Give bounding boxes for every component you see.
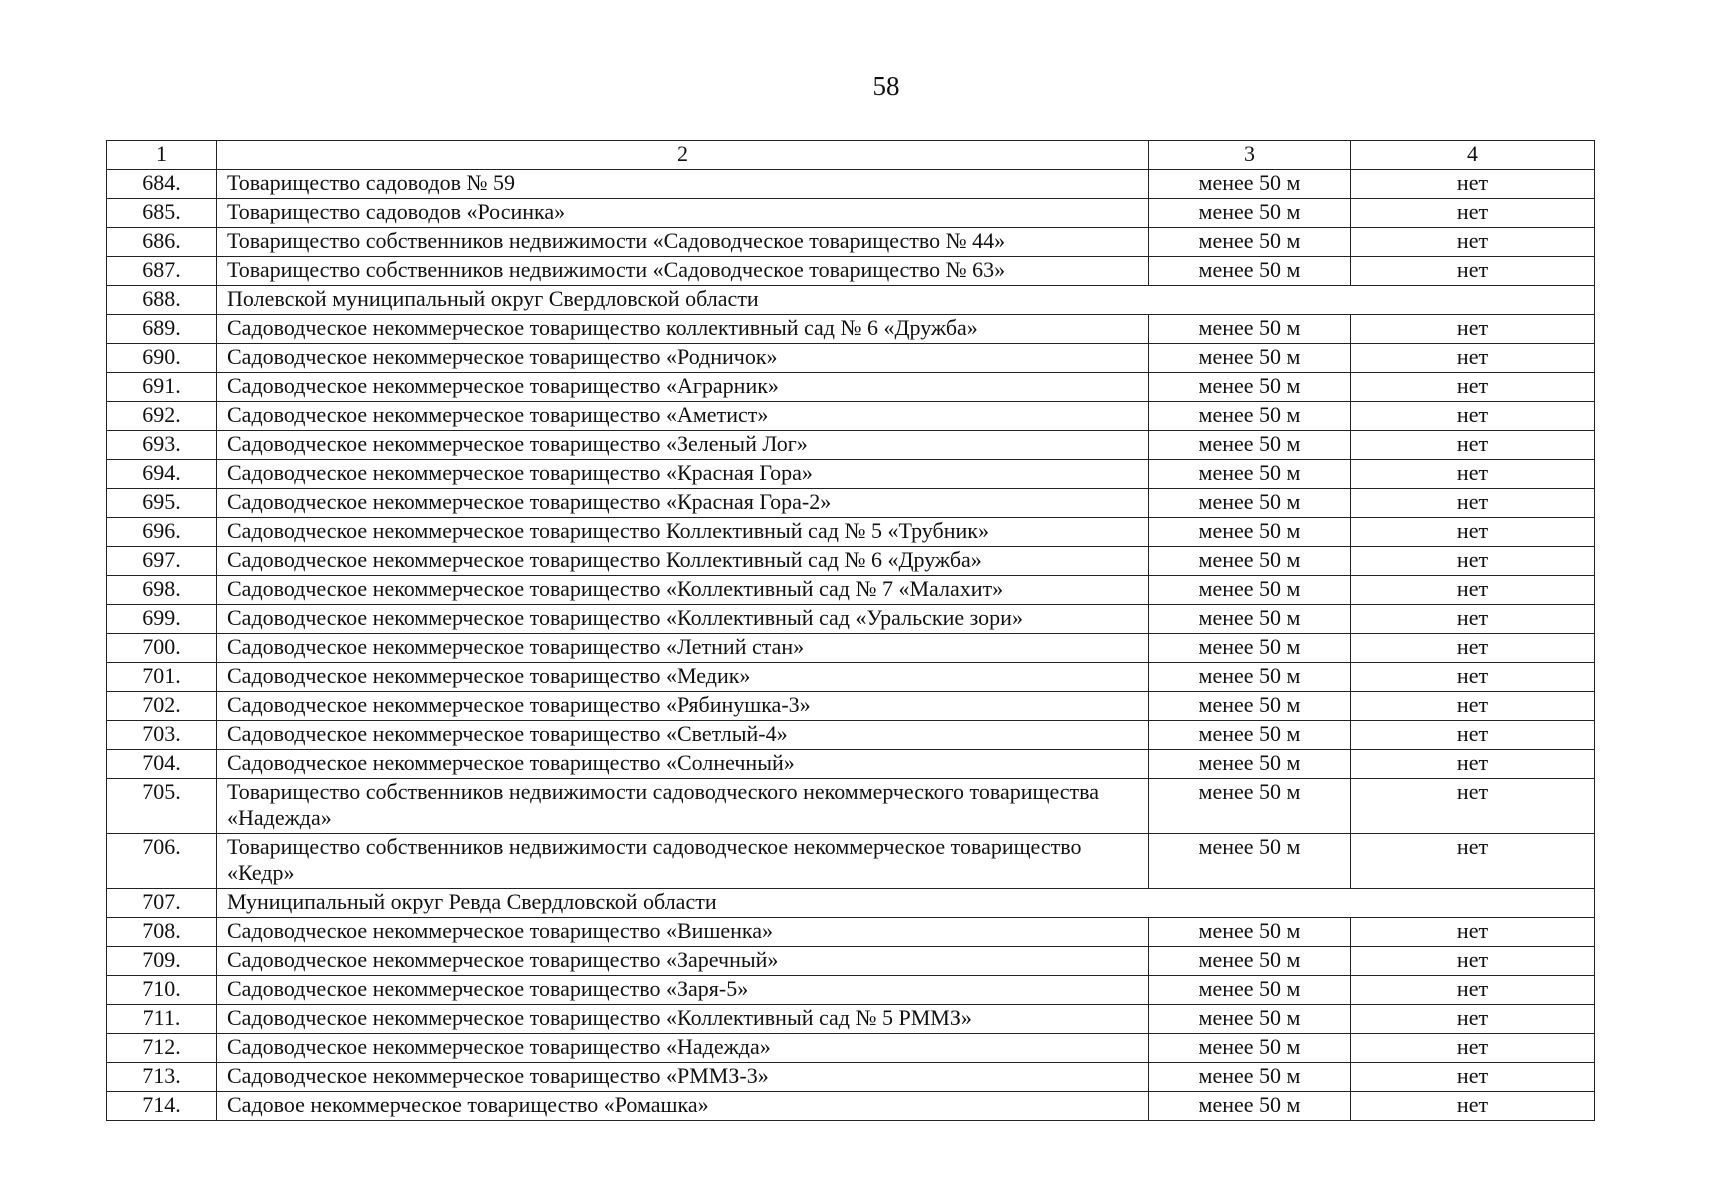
flag-cell: нет — [1351, 576, 1595, 605]
distance-cell: менее 50 м — [1149, 1092, 1351, 1121]
distance-cell: менее 50 м — [1149, 489, 1351, 518]
flag-cell: нет — [1351, 918, 1595, 947]
flag-cell: нет — [1351, 976, 1595, 1005]
row-number: 711. — [107, 1005, 217, 1034]
table-row — [107, 692, 1595, 721]
table-row — [107, 834, 1595, 889]
flag-cell: нет — [1351, 402, 1595, 431]
table-row — [107, 228, 1595, 257]
row-number: 694. — [107, 460, 217, 489]
organization-name: Садоводческое некоммерческое товарищество «Зеленый Лог» — [217, 431, 1149, 460]
table-row — [107, 257, 1595, 286]
row-number: 707. — [107, 889, 217, 918]
row-number: 699. — [107, 605, 217, 634]
region-name: Муниципальный округ Ревда Свердловской области — [217, 889, 1595, 918]
distance-cell: менее 50 м — [1149, 257, 1351, 286]
organization-name: Садоводческое некоммерческое товарищество «Светлый-4» — [217, 721, 1149, 750]
flag-cell: нет — [1351, 1092, 1595, 1121]
distance-cell: менее 50 м — [1149, 518, 1351, 547]
flag-cell: нет — [1351, 489, 1595, 518]
distance-cell: менее 50 м — [1149, 918, 1351, 947]
organization-name: Садоводческое некоммерческое товарищество «Коллективный сад «Уральские зори» — [217, 605, 1149, 634]
row-number: 714. — [107, 1092, 217, 1121]
organization-name: Товарищество собственников недвижимости «Садоводческое товарищество № 63» — [217, 257, 1149, 286]
table-row — [107, 1034, 1595, 1063]
flag-cell: нет — [1351, 750, 1595, 779]
distance-cell: менее 50 м — [1149, 1005, 1351, 1034]
header-col-1: 1 — [107, 141, 217, 170]
organization-name: Садоводческое некоммерческое товарищество «Аметист» — [217, 402, 1149, 431]
distance-cell: менее 50 м — [1149, 947, 1351, 976]
header-col-2: 2 — [217, 141, 1149, 170]
row-number: 710. — [107, 976, 217, 1005]
table-row — [107, 976, 1595, 1005]
organization-name: Садоводческое некоммерческое товарищество «РММЗ-3» — [217, 1063, 1149, 1092]
flag-cell: нет — [1351, 692, 1595, 721]
table-row — [107, 460, 1595, 489]
region-name: Полевской муниципальный округ Свердловской области — [217, 286, 1595, 315]
table-body — [107, 141, 1595, 1121]
organization-name: Садоводческое некоммерческое товарищество коллективный сад № 6 «Дружба» — [217, 315, 1149, 344]
table-row — [107, 199, 1595, 228]
distance-cell: менее 50 м — [1149, 750, 1351, 779]
table-row — [107, 634, 1595, 663]
table-row — [107, 779, 1595, 834]
distance-cell: менее 50 м — [1149, 344, 1351, 373]
row-number: 705. — [107, 779, 217, 834]
organization-name: Садоводческое некоммерческое товарищество «Летний стан» — [217, 634, 1149, 663]
distance-cell: менее 50 м — [1149, 663, 1351, 692]
distance-cell: менее 50 м — [1149, 605, 1351, 634]
distance-cell: менее 50 м — [1149, 779, 1351, 834]
organization-name: Товарищество собственников недвижимости «Садоводческое товарищество № 44» — [217, 228, 1149, 257]
row-number: 700. — [107, 634, 217, 663]
organization-name: Садоводческое некоммерческое товарищество «Красная Гора-2» — [217, 489, 1149, 518]
row-number: 709. — [107, 947, 217, 976]
distance-cell: менее 50 м — [1149, 721, 1351, 750]
flag-cell: нет — [1351, 373, 1595, 402]
organization-name: Садоводческое некоммерческое товарищество «Аграрник» — [217, 373, 1149, 402]
row-number: 703. — [107, 721, 217, 750]
table-header-row — [107, 141, 1595, 170]
row-number: 692. — [107, 402, 217, 431]
organization-name: Садовое некоммерческое товарищество «Ромашка» — [217, 1092, 1149, 1121]
distance-cell: менее 50 м — [1149, 634, 1351, 663]
row-number: 704. — [107, 750, 217, 779]
distance-cell: менее 50 м — [1149, 1063, 1351, 1092]
region-row — [107, 889, 1595, 918]
table-row — [107, 170, 1595, 199]
table-row — [107, 518, 1595, 547]
flag-cell: нет — [1351, 947, 1595, 976]
table-row — [107, 431, 1595, 460]
row-number: 702. — [107, 692, 217, 721]
row-number: 684. — [107, 170, 217, 199]
distance-cell: менее 50 м — [1149, 1034, 1351, 1063]
flag-cell: нет — [1351, 663, 1595, 692]
table-row — [107, 1063, 1595, 1092]
region-row — [107, 286, 1595, 315]
table-row — [107, 315, 1595, 344]
table-row — [107, 1005, 1595, 1034]
organization-name: Садоводческое некоммерческое товарищество «Красная Гора» — [217, 460, 1149, 489]
flag-cell: нет — [1351, 1005, 1595, 1034]
row-number: 713. — [107, 1063, 217, 1092]
table-row — [107, 344, 1595, 373]
table-row — [107, 547, 1595, 576]
distance-cell: менее 50 м — [1149, 547, 1351, 576]
flag-cell: нет — [1351, 518, 1595, 547]
table-row — [107, 721, 1595, 750]
row-number: 708. — [107, 918, 217, 947]
row-number: 688. — [107, 286, 217, 315]
organization-name: Товарищество собственников недвижимости садоводческого некоммерческого товарищества «Надежда» — [217, 779, 1149, 834]
distance-cell: менее 50 м — [1149, 976, 1351, 1005]
document-table — [106, 140, 1595, 1121]
table-row — [107, 489, 1595, 518]
distance-cell: менее 50 м — [1149, 460, 1351, 489]
organization-name: Садоводческое некоммерческое товарищество «Коллективный сад № 7 «Малахит» — [217, 576, 1149, 605]
organization-name: Садоводческое некоммерческое товарищество «Медик» — [217, 663, 1149, 692]
organization-name: Садоводческое некоммерческое товарищество Коллективный сад № 5 «Трубник» — [217, 518, 1149, 547]
flag-cell: нет — [1351, 228, 1595, 257]
distance-cell: менее 50 м — [1149, 834, 1351, 889]
flag-cell: нет — [1351, 257, 1595, 286]
row-number: 696. — [107, 518, 217, 547]
distance-cell: менее 50 м — [1149, 431, 1351, 460]
table-row — [107, 373, 1595, 402]
organization-name: Садоводческое некоммерческое товарищество «Надежда» — [217, 1034, 1149, 1063]
flag-cell: нет — [1351, 721, 1595, 750]
distance-cell: менее 50 м — [1149, 402, 1351, 431]
distance-cell: менее 50 м — [1149, 576, 1351, 605]
organization-name: Садоводческое некоммерческое товарищество «Солнечный» — [217, 750, 1149, 779]
row-number: 686. — [107, 228, 217, 257]
header-col-4: 4 — [1351, 141, 1595, 170]
row-number: 698. — [107, 576, 217, 605]
distance-cell: менее 50 м — [1149, 692, 1351, 721]
flag-cell: нет — [1351, 315, 1595, 344]
organization-name: Садоводческое некоммерческое товарищество «Вишенка» — [217, 918, 1149, 947]
organization-name: Садоводческое некоммерческое товарищество «Заря-5» — [217, 976, 1149, 1005]
flag-cell: нет — [1351, 344, 1595, 373]
row-number: 693. — [107, 431, 217, 460]
flag-cell: нет — [1351, 834, 1595, 889]
page-number: 58 — [872, 71, 900, 101]
flag-cell: нет — [1351, 1063, 1595, 1092]
table-row — [107, 918, 1595, 947]
row-number: 697. — [107, 547, 217, 576]
flag-cell: нет — [1351, 634, 1595, 663]
table-row — [107, 402, 1595, 431]
flag-cell: нет — [1351, 605, 1595, 634]
flag-cell: нет — [1351, 199, 1595, 228]
flag-cell: нет — [1351, 460, 1595, 489]
organization-name: Садоводческое некоммерческое товарищество «Коллективный сад № 5 РММЗ» — [217, 1005, 1149, 1034]
organization-name: Садоводческое некоммерческое товарищество «Заречный» — [217, 947, 1149, 976]
row-number: 685. — [107, 199, 217, 228]
table-row — [107, 663, 1595, 692]
row-number: 701. — [107, 663, 217, 692]
header-col-3: 3 — [1149, 141, 1351, 170]
organization-name: Товарищество садоводов «Росинка» — [217, 199, 1149, 228]
table-row — [107, 947, 1595, 976]
table-row — [107, 750, 1595, 779]
organization-name: Садоводческое некоммерческое товарищество «Родничок» — [217, 344, 1149, 373]
table-row — [107, 576, 1595, 605]
distance-cell: менее 50 м — [1149, 170, 1351, 199]
row-number: 691. — [107, 373, 217, 402]
table-row — [107, 1092, 1595, 1121]
row-number: 706. — [107, 834, 217, 889]
distance-cell: менее 50 м — [1149, 315, 1351, 344]
row-number: 687. — [107, 257, 217, 286]
flag-cell: нет — [1351, 170, 1595, 199]
row-number: 712. — [107, 1034, 217, 1063]
flag-cell: нет — [1351, 779, 1595, 834]
distance-cell: менее 50 м — [1149, 199, 1351, 228]
row-number: 695. — [107, 489, 217, 518]
row-number: 690. — [107, 344, 217, 373]
organization-name: Товарищество собственников недвижимости садоводческое некоммерческое товарищество «Кедр» — [217, 834, 1149, 889]
table-row — [107, 605, 1595, 634]
flag-cell: нет — [1351, 431, 1595, 460]
organization-name: Садоводческое некоммерческое товарищество Коллективный сад № 6 «Дружба» — [217, 547, 1149, 576]
organization-name: Товарищество садоводов № 59 — [217, 170, 1149, 199]
flag-cell: нет — [1351, 1034, 1595, 1063]
distance-cell: менее 50 м — [1149, 228, 1351, 257]
distance-cell: менее 50 м — [1149, 373, 1351, 402]
flag-cell: нет — [1351, 547, 1595, 576]
row-number: 689. — [107, 315, 217, 344]
organization-name: Садоводческое некоммерческое товарищество «Рябинушка-3» — [217, 692, 1149, 721]
